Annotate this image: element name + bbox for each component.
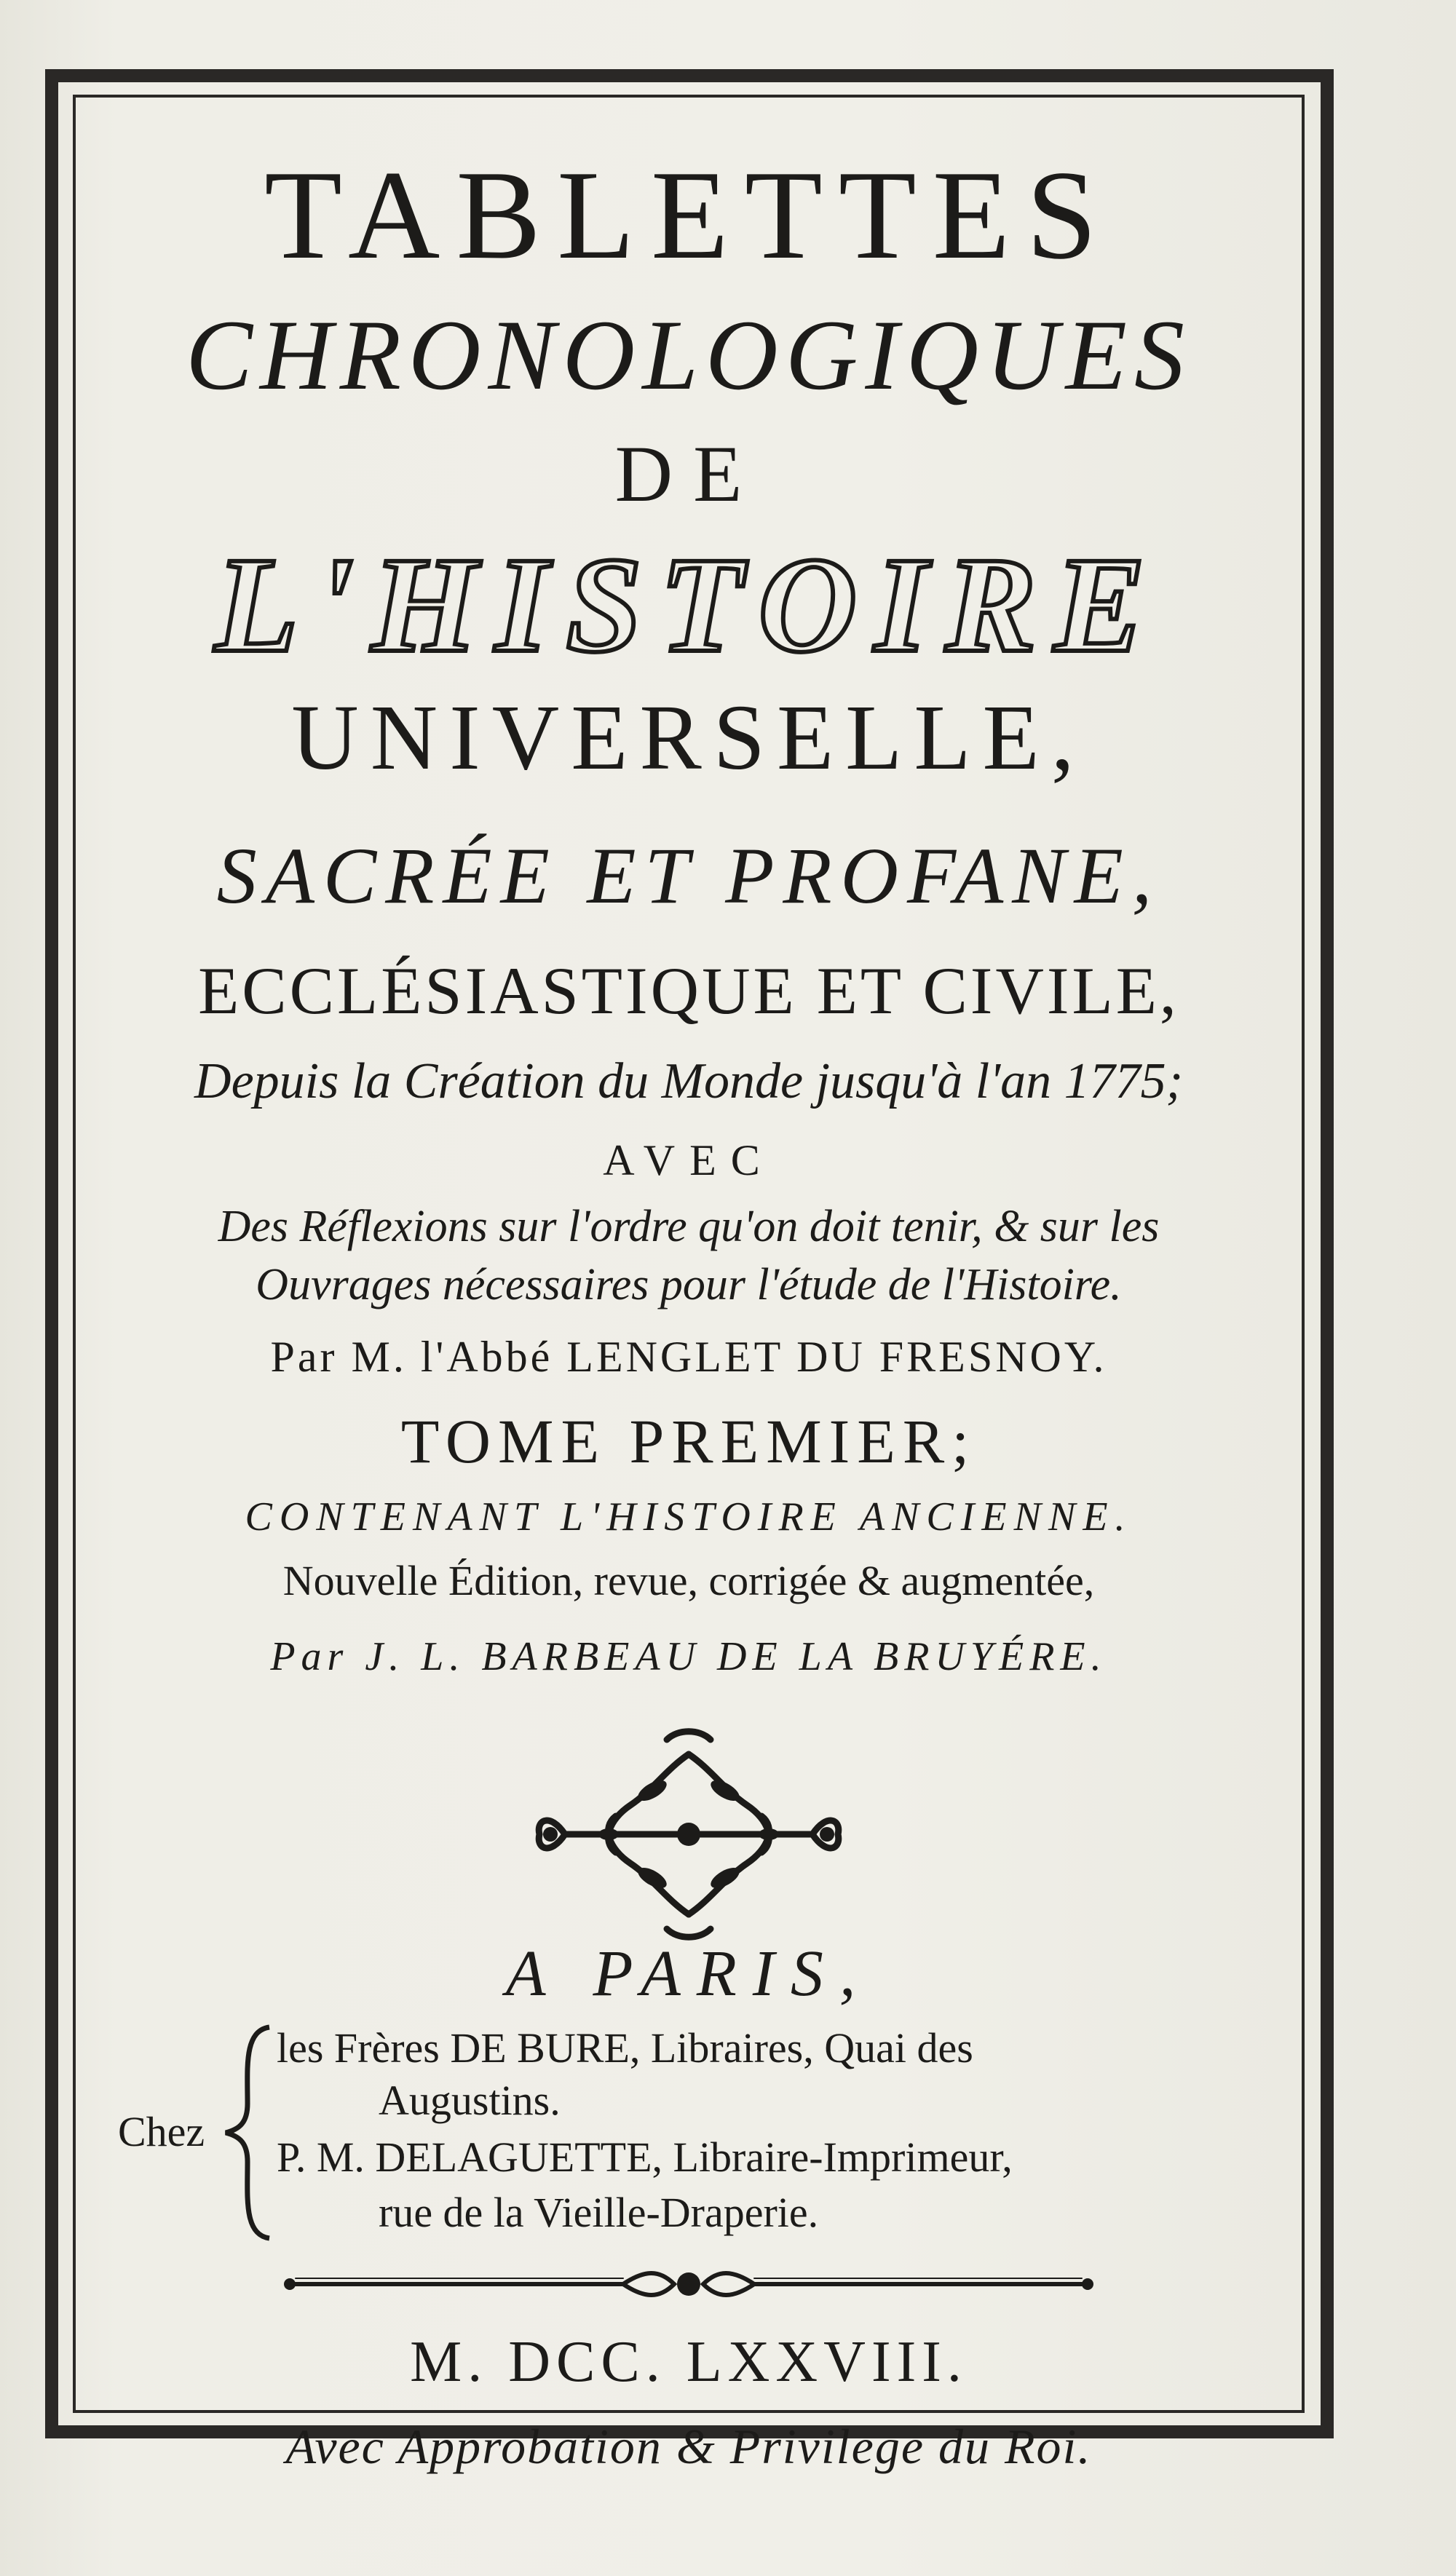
subtitle-ouvrages: Ouvrages nécessaires pour l'étude de l'Histoire. [256, 1260, 1122, 1309]
subtitle-reflexions: Des Réflexions sur l'ordre qu'on doit tenir, & sur les [218, 1202, 1160, 1251]
title-histoire: L'HISTOIRE [214, 528, 1163, 681]
subtitle-avec: AVEC [603, 1136, 775, 1184]
privilege-line: Avec Approbation & Privilege du Roi. [285, 2419, 1092, 2474]
contents-line: CONTENANT L'HISTOIRE ANCIENNE. [245, 1494, 1133, 1539]
publisher-1-line-2: Augustins. [379, 2077, 561, 2124]
floral-ornament-icon [521, 1725, 856, 1943]
title-chronologiques: CHRONOLOGIQUES [186, 299, 1192, 411]
subtitle-depuis-creation: Depuis la Création du Monde jusqu'à l'an 1775; [194, 1053, 1183, 1109]
title-de: DE [614, 429, 763, 518]
volume-line: TOME PREMIER; [400, 1406, 977, 1476]
subtitle-ecclesiastique: ECCLÉSIASTIQUE ET CIVILE, [198, 954, 1179, 1028]
publisher-1-line-1: les Frères DE BURE, Libraires, Quai des [277, 2024, 973, 2072]
chez-label: Chez [118, 2108, 205, 2155]
subtitle-sacree-profane: SACRÉE ET PROFANE, [216, 831, 1161, 920]
editor-line: Par J. L. BARBEAU DE LA BRUYÉRE. [270, 1634, 1107, 1679]
title-page-content [80, 102, 1297, 2474]
year-roman: M. DCC. LXXVIII. [410, 2330, 968, 2394]
author-line: Par M. l'Abbé LENGLET DU FRESNOY. [270, 1333, 1107, 1381]
publisher-2-line-2: rue de la Vieille-Draperie. [379, 2189, 819, 2236]
rule-ornament-icon [281, 2262, 1096, 2306]
place-paris: A PARIS, [505, 1938, 872, 2010]
curly-brace-icon [218, 2024, 277, 2242]
title-universelle: UNIVERSELLE, [291, 686, 1086, 789]
title-tablettes: TABLETTES [264, 144, 1113, 285]
publisher-2-line-1: P. M. DELAGUETTE, Libraire-Imprimeur, [277, 2133, 1013, 2181]
edition-line: Nouvelle Édition, revue, corrigée & augmentée, [282, 1557, 1095, 1604]
